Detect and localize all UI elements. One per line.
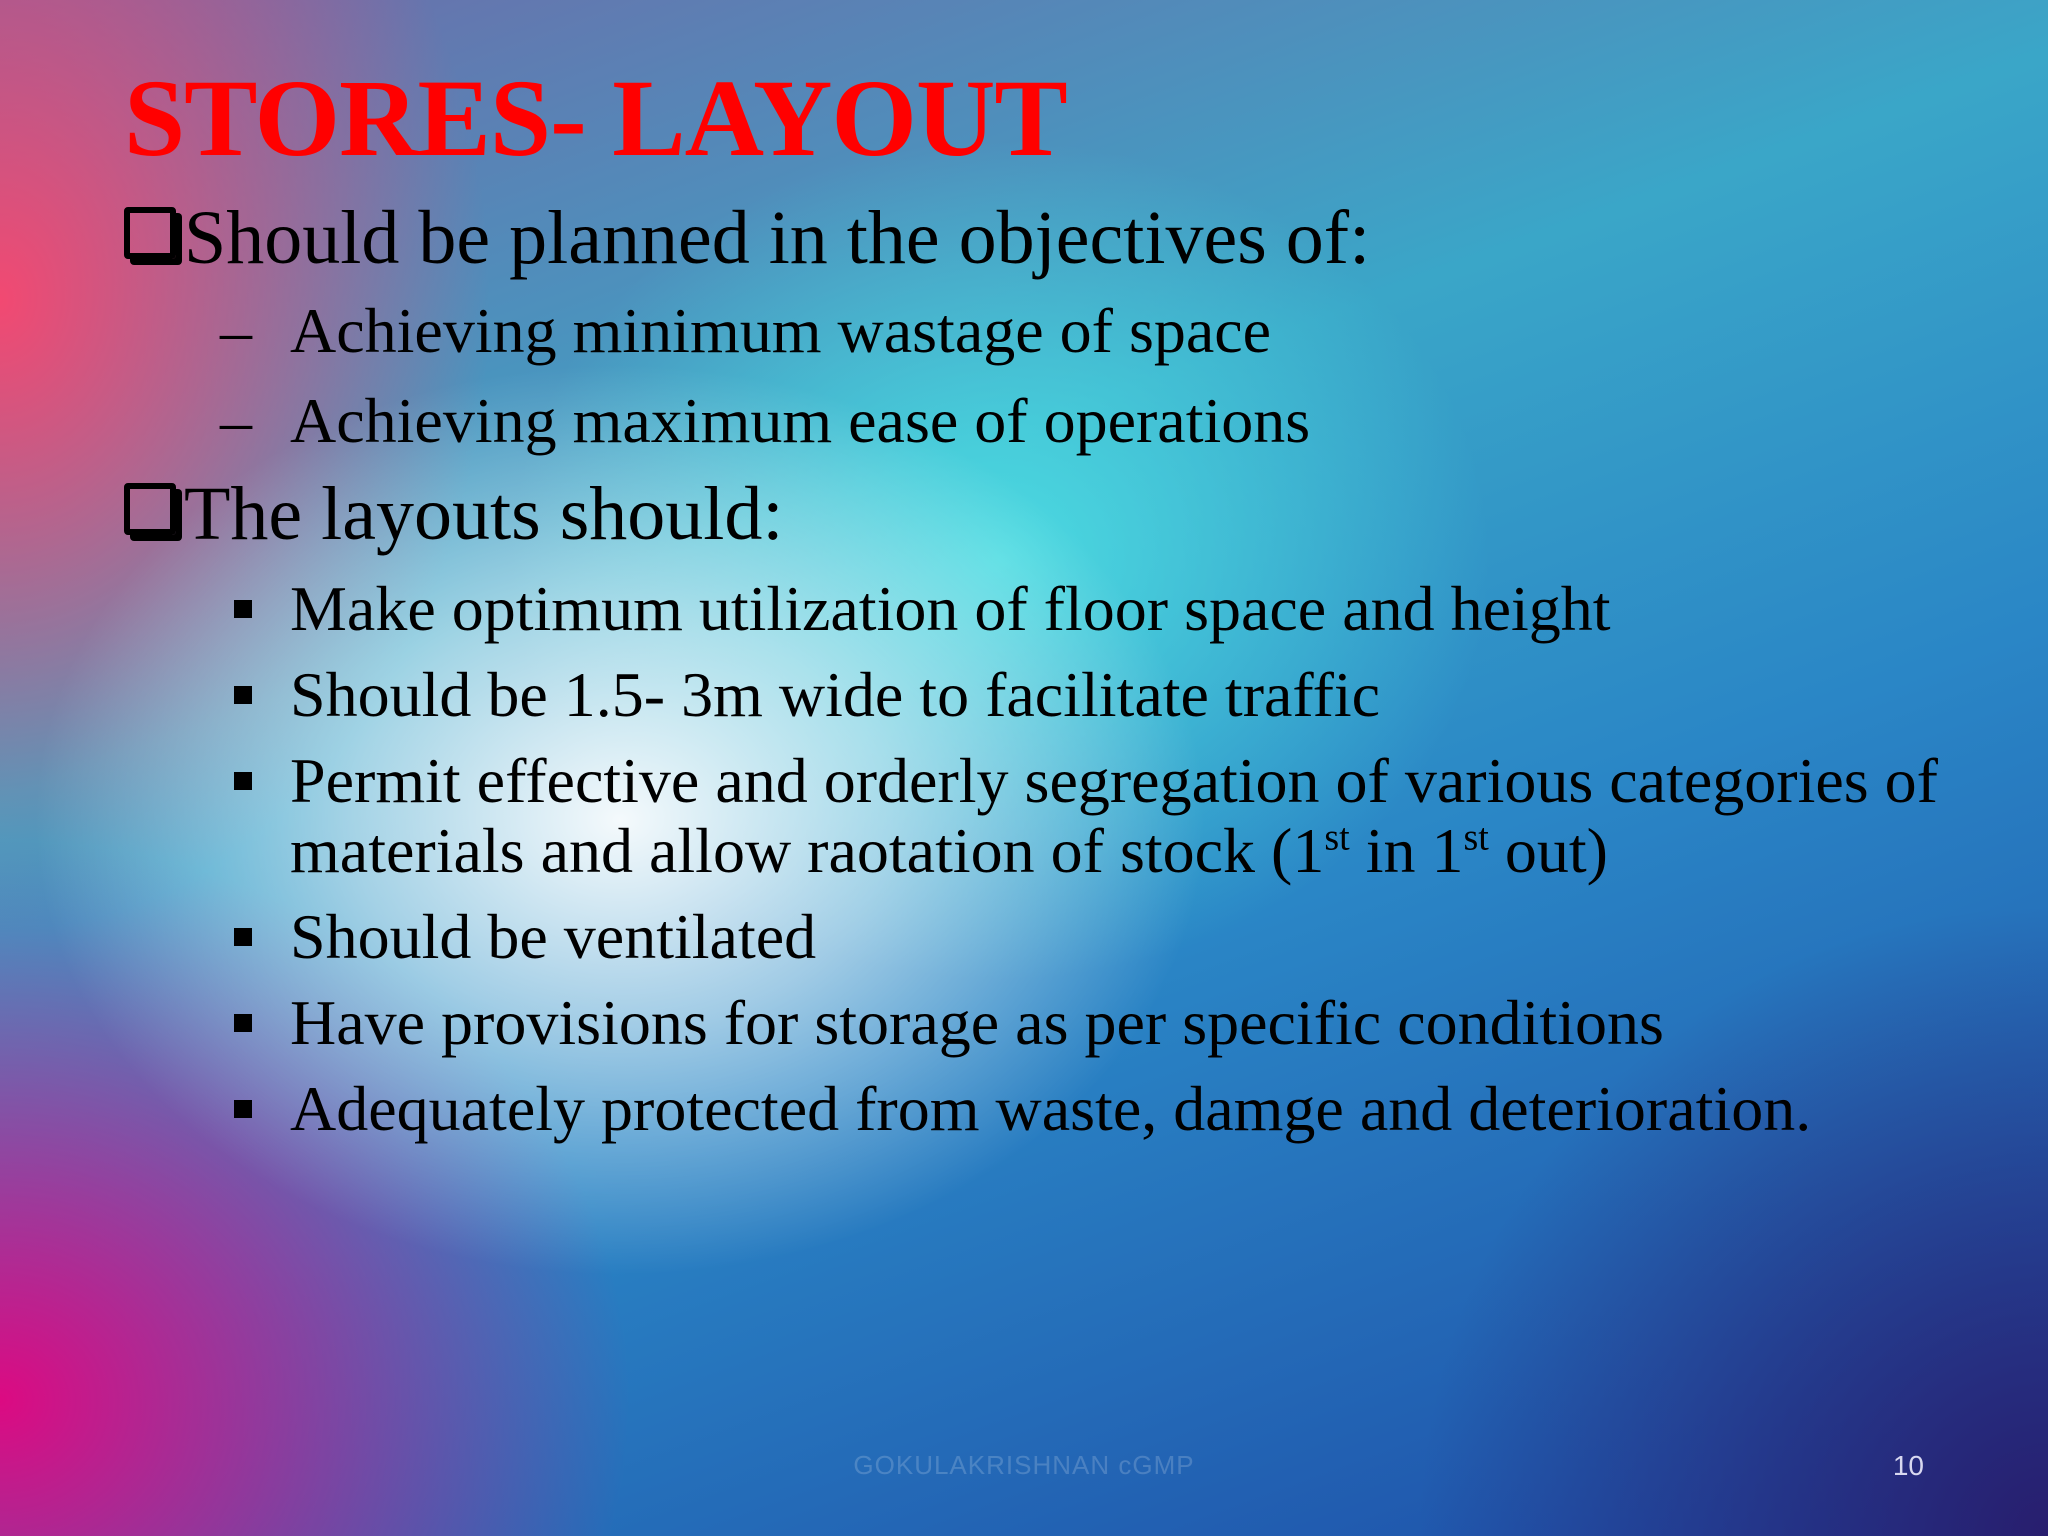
list-item bbox=[124, 376, 1964, 466]
list-item-text: Have provisions for storage as per specific conditions bbox=[290, 987, 1664, 1058]
filled-square-icon bbox=[234, 928, 252, 946]
list-item-text: Adequately protected from waste, damge and deterioration. bbox=[290, 1073, 1812, 1144]
section-heading-layouts bbox=[124, 466, 1964, 562]
filled-square-icon bbox=[234, 772, 252, 790]
section-heading-label: The layouts should: bbox=[184, 472, 784, 556]
list-item-text-end: out) bbox=[1488, 815, 1608, 886]
list-item-text: Achieving maximum ease of operations bbox=[290, 385, 1311, 456]
list-item-text: Should be ventilated bbox=[290, 901, 817, 972]
list-item bbox=[124, 1062, 2030, 1148]
list-item-text: Permit effective and orderly segregation of various categories of materials and allow raotation of stock (1 bbox=[290, 745, 1938, 886]
filled-square-icon bbox=[234, 600, 252, 618]
section-heading-label: Should be planned in the objectives of: bbox=[184, 196, 1371, 280]
list-item-text: Should be 1.5- 3m wide to facilitate traffic bbox=[290, 659, 1381, 730]
list-item bbox=[124, 734, 2030, 890]
superscript: st bbox=[1324, 816, 1350, 859]
filled-square-icon bbox=[234, 1014, 252, 1032]
slide-body bbox=[124, 190, 1964, 1148]
filled-square-icon bbox=[234, 686, 252, 704]
footer-author: GOKULAKRISHNAN cGMP bbox=[853, 1450, 1195, 1480]
list-item bbox=[124, 562, 1964, 648]
list-item-text: Achieving minimum wastage of space bbox=[290, 295, 1272, 366]
list-item-text: Make optimum utilization of floor space and height bbox=[290, 573, 1611, 644]
filled-square-icon bbox=[234, 1100, 252, 1118]
list-item-text-cont: in 1 bbox=[1349, 815, 1464, 886]
dash-icon: – bbox=[220, 295, 252, 366]
list-item bbox=[124, 890, 1964, 976]
page-number: 10 bbox=[1892, 1450, 1924, 1481]
list-item bbox=[124, 648, 1964, 734]
list-item bbox=[124, 976, 1964, 1062]
superscript: st bbox=[1463, 816, 1489, 859]
slide-title: STORES- LAYOUT bbox=[124, 57, 1067, 179]
hollow-square-icon bbox=[124, 483, 176, 535]
dash-icon: – bbox=[220, 385, 252, 456]
hollow-square-icon bbox=[124, 207, 176, 259]
objectives-list bbox=[124, 286, 1964, 466]
list-item bbox=[124, 286, 1964, 376]
layouts-list bbox=[124, 562, 1964, 1148]
section-heading-objectives bbox=[124, 190, 1964, 286]
